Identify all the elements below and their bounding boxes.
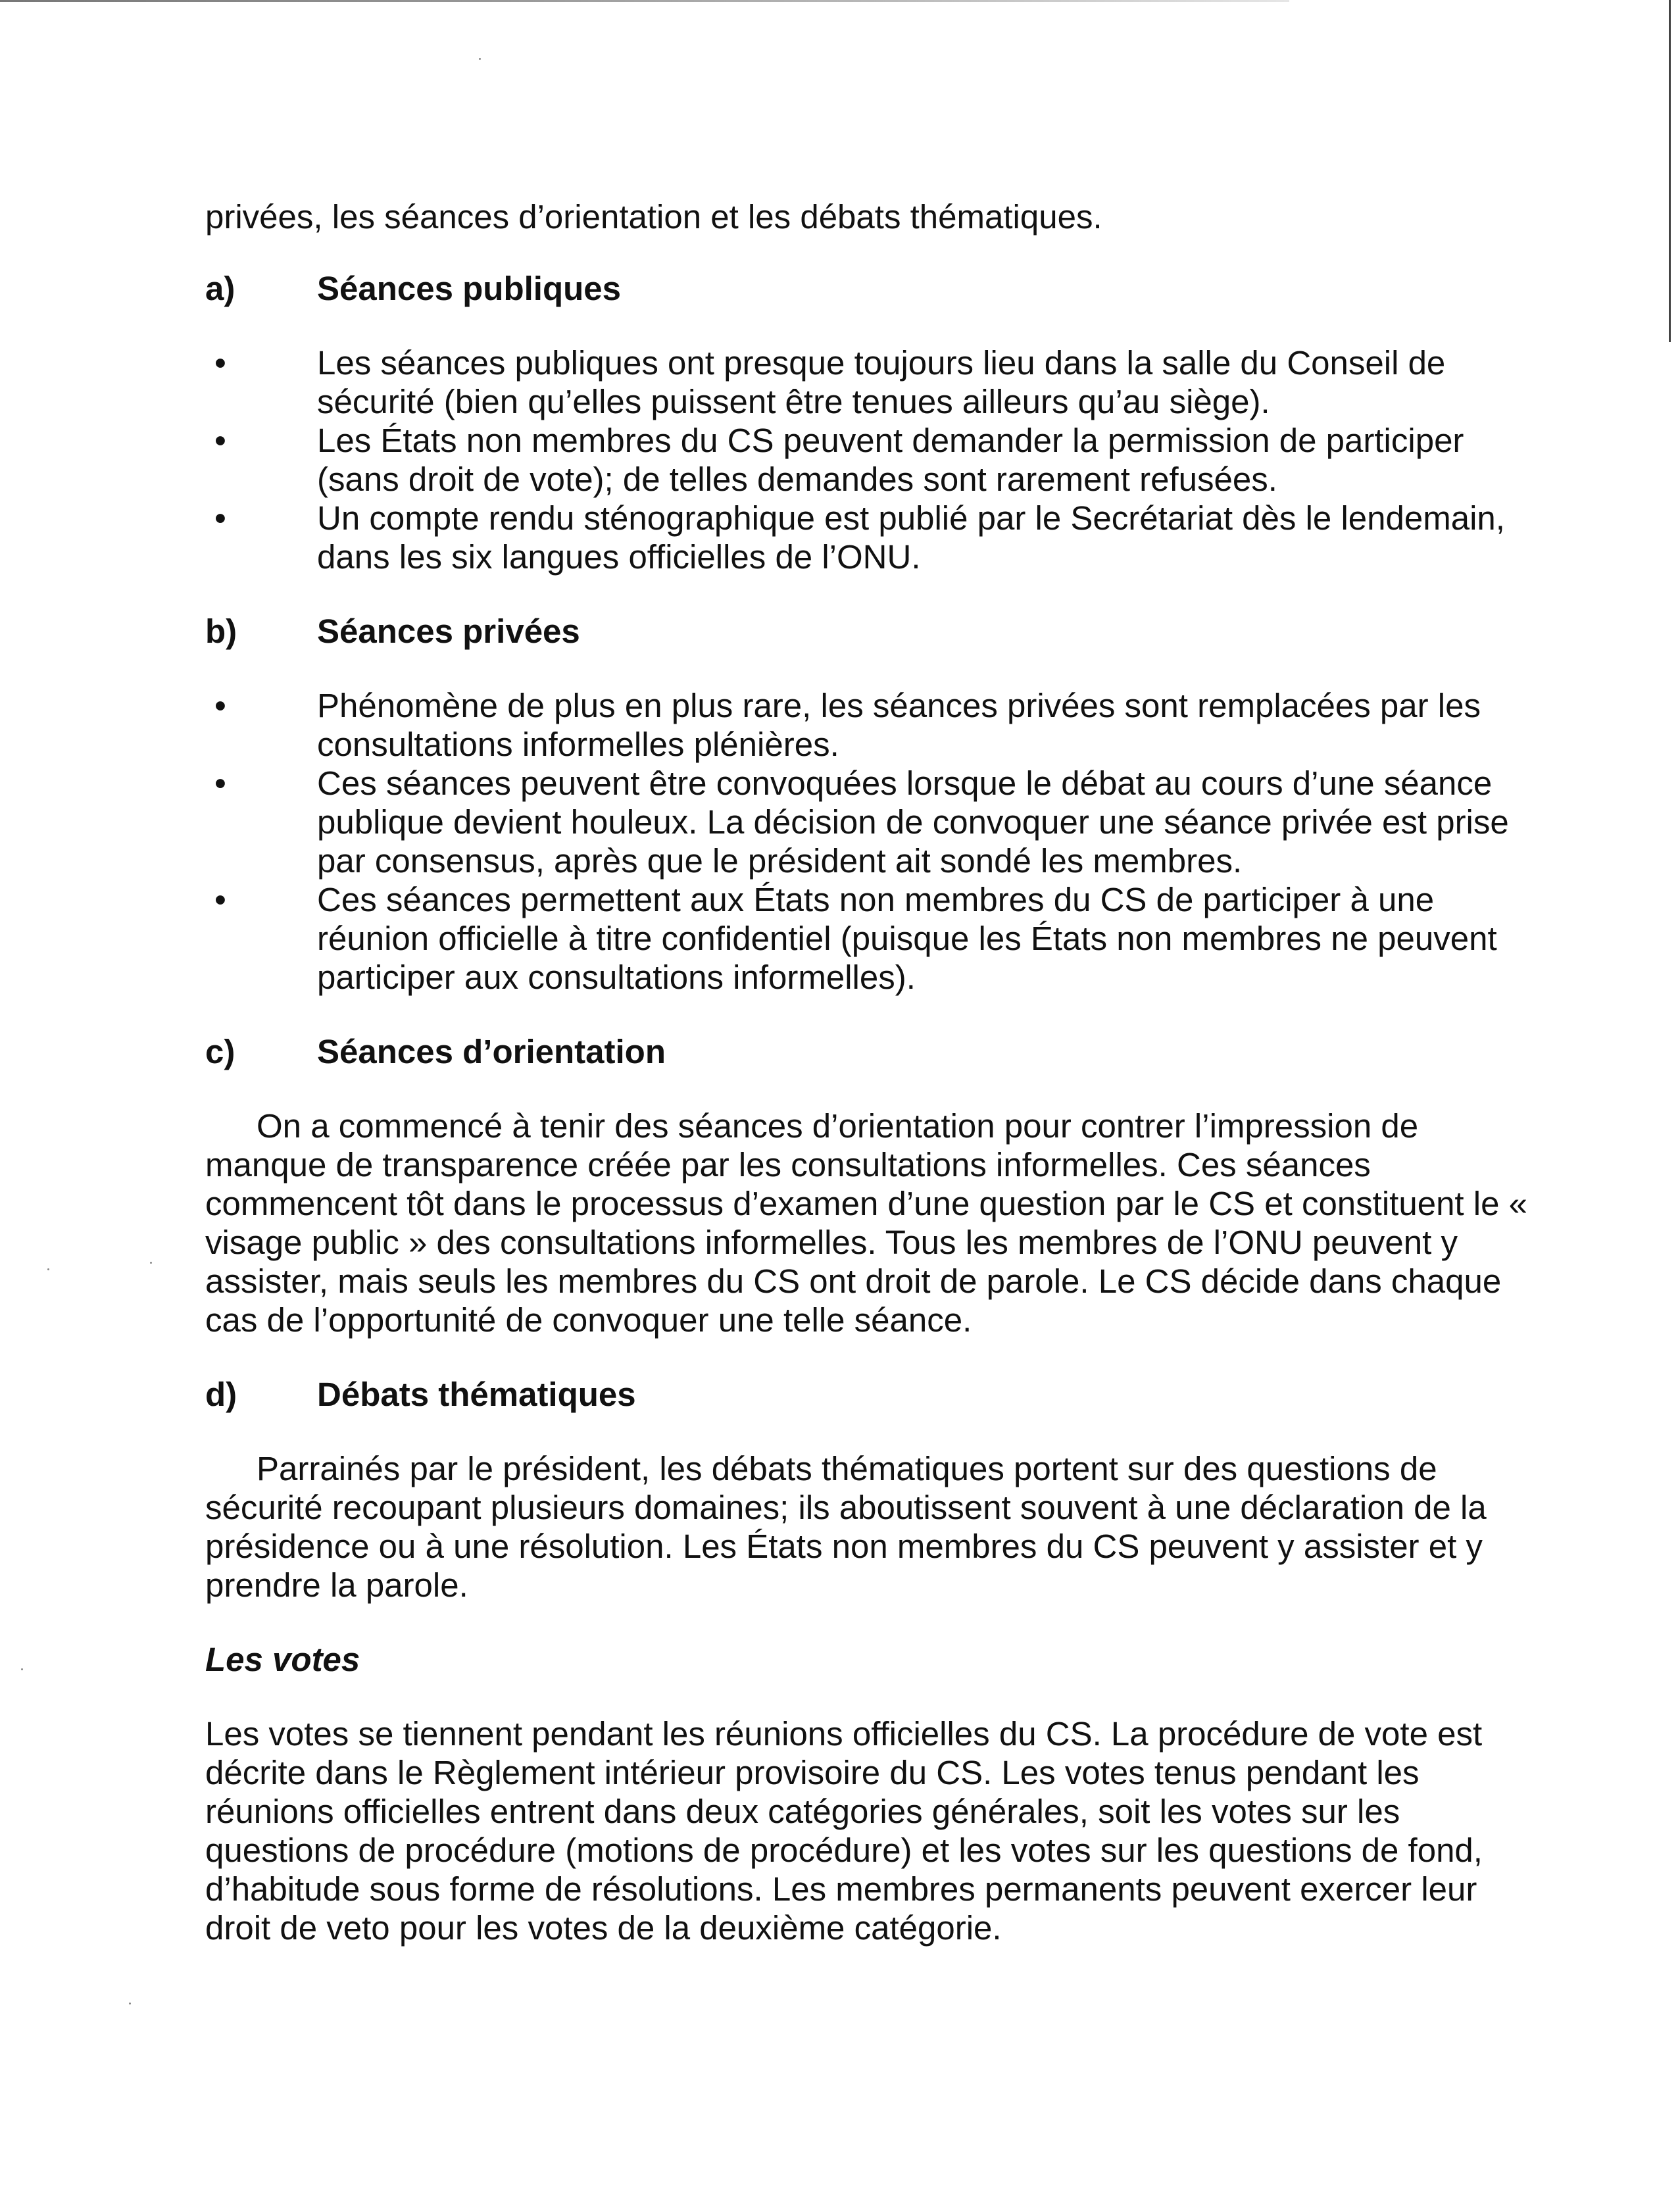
list-item (205, 764, 1527, 880)
list-item-text: Les séances publiques ont presque toujours lieu dans la salle du Conseil de sécurité (bien qu’elles puissent être tenues ailleurs qu’au siège). (317, 344, 1446, 420)
bullet-icon: • (214, 344, 226, 382)
votes-paragraph: Les votes se tiennent pendant les réunions officielles du CS. La procédure de vote est décrite dans le Règlement intérieur provisoire du CS. Les votes tenus pendant les réunions officielles entrent dans deux catégories générales, soit les votes sur les questions de procédure (motions de procédure) et les votes sur les questions de fond, d’habitude sous forme de résolutions. Les membres permanents peuvent exercer leur droit de veto pour les votes de la deuxième catégorie. (205, 1715, 1483, 1947)
list-item (205, 880, 1527, 997)
bullet-list-a (205, 343, 1527, 576)
section-letter: b) (205, 612, 237, 650)
list-item (205, 343, 1527, 421)
section-paragraph-c: On a commencé à tenir des séances d’orientation pour contrer l’impression de manque de transparence créée par les consultations informelles. Ces séances commencent tôt dans le processus d’examen d’une question par le CS et constituent le « visage public » des consultations informelles. Tous les membres de l’ONU peuvent y assister, mais seuls les membres du CS ont droit de parole. Le CS décide dans chaque cas de l’opportunité de convoquer une telle séance. (205, 1107, 1527, 1339)
section-paragraph-d: Parrainés par le président, les débats thématiques portent sur des questions de sécurité recoupant plusieurs domaines; ils aboutissent souvent à une déclaration de la présidence ou à une résolution. Les États non membres du CS peuvent y assister et y prendre la parole. (205, 1450, 1487, 1604)
section-title: Séances d’orientation (317, 1033, 666, 1070)
section-letter: c) (205, 1033, 235, 1070)
list-item-text: Les États non membres du CS peuvent demander la permission de participer (sans droit de vote); de telles demandes sont rarement refusées. (317, 422, 1464, 498)
scan-edge-top (0, 0, 1289, 2)
document-page (205, 197, 1527, 1983)
bullet-icon: • (214, 764, 226, 802)
intro-line: privées, les séances d’orientation et les débats thématiques. (205, 198, 1102, 236)
bullet-list-b (205, 686, 1527, 997)
scan-speck (479, 58, 481, 60)
scan-edge-right (1669, 0, 1671, 342)
bullet-icon: • (214, 881, 226, 918)
section-heading-b (205, 612, 1527, 651)
bullet-icon: • (214, 499, 226, 537)
section-title: Séances publiques (317, 270, 621, 307)
scan-speck (129, 2003, 131, 2004)
list-item-text: Phénomène de plus en plus rare, les séances privées sont remplacées par les consultations informelles plénières. (317, 687, 1481, 763)
list-item-text: Ces séances permettent aux États non membres du CS de participer à une réunion officielle à titre confidentiel (puisque les États non membres ne peuvent participer aux consultations informelles). (317, 881, 1497, 996)
votes-heading: Les votes (205, 1641, 360, 1678)
list-item (205, 421, 1527, 499)
bullet-icon: • (214, 687, 226, 724)
section-title: Débats thématiques (317, 1376, 636, 1413)
section-title: Séances privées (317, 612, 580, 650)
scan-speck (47, 1268, 49, 1270)
list-item (205, 499, 1527, 576)
section-letter: d) (205, 1376, 237, 1413)
section-heading-c (205, 1032, 1527, 1071)
scan-speck (21, 1668, 23, 1670)
section-letter: a) (205, 270, 235, 307)
list-item-text: Ces séances peuvent être convoquées lorsque le débat au cours d’une séance publique devient houleux. La décision de convoquer une séance privée est prise par consensus, après que le président ait sondé les membres. (317, 764, 1509, 880)
list-item (205, 686, 1527, 764)
section-heading-d (205, 1375, 1527, 1414)
scan-speck (150, 1262, 152, 1264)
bullet-icon: • (214, 422, 226, 459)
section-heading-a (205, 269, 1527, 308)
list-item-text: Un compte rendu sténographique est publié par le Secrétariat dès le lendemain, dans les six langues officielles de l’ONU. (317, 499, 1505, 576)
